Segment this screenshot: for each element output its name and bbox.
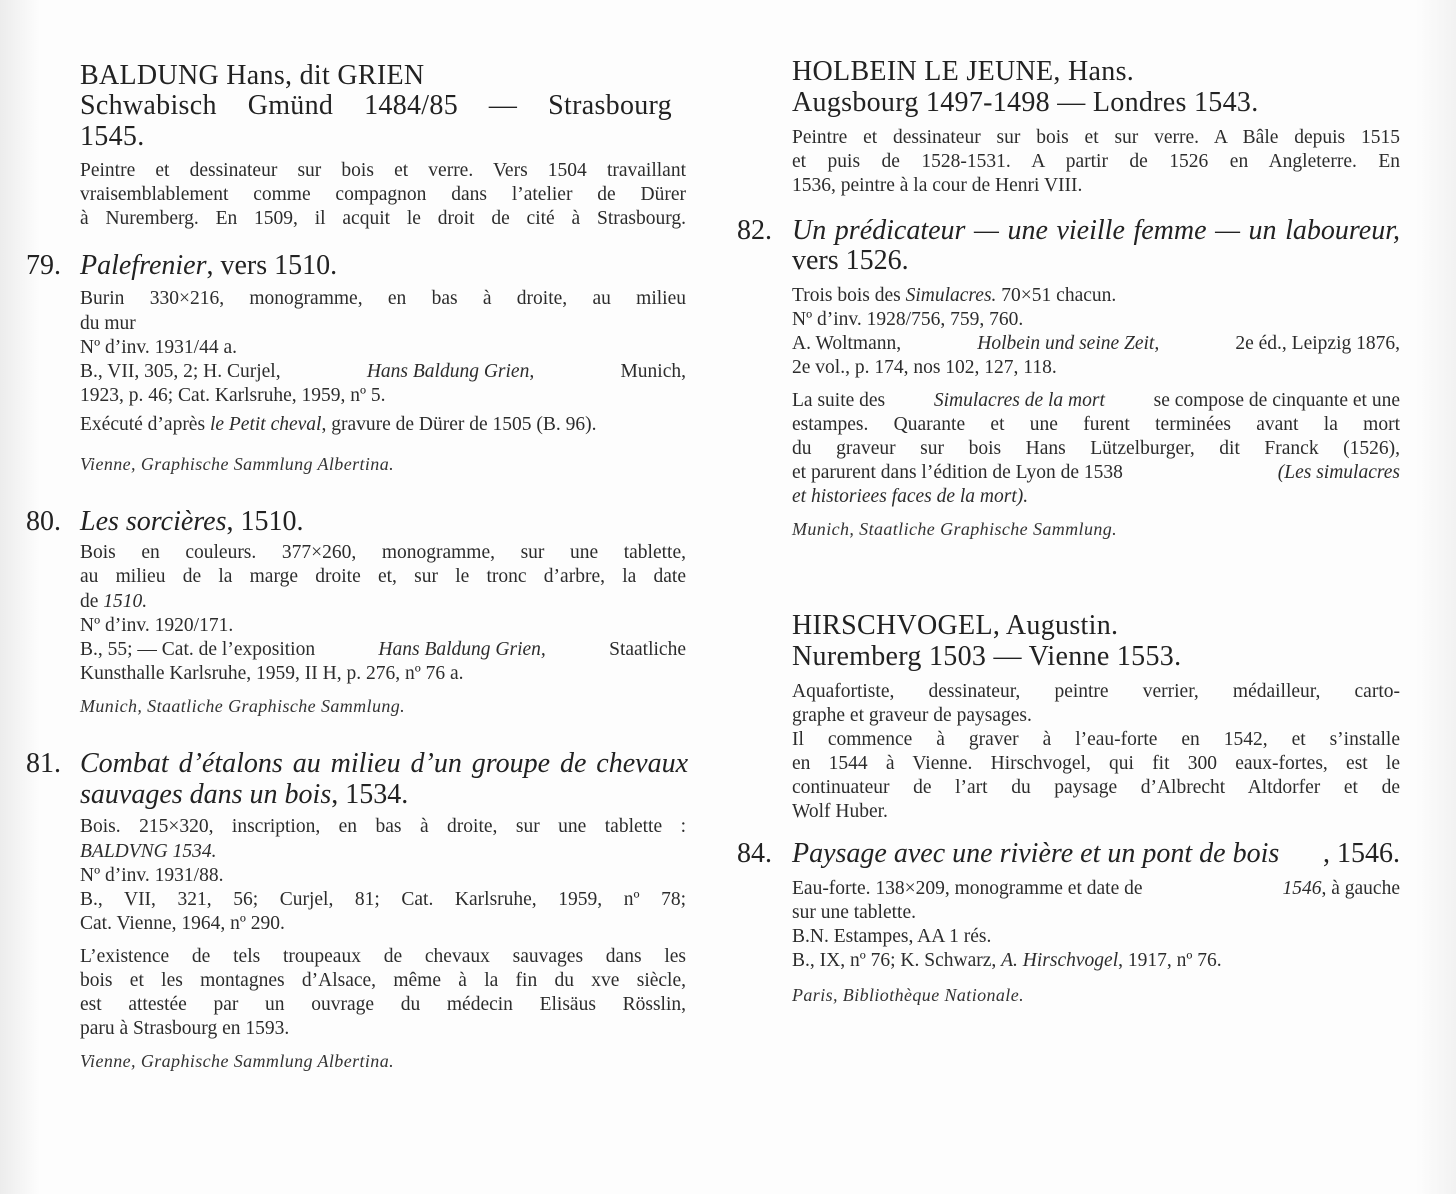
artist-name-baldung: BALDUNG Hans, dit GRIEN (80, 60, 425, 91)
note-text: Exécuté d’après (80, 414, 206, 435)
entry-desc-line (792, 878, 1400, 900)
desc-text: Eau-forte. 138×209, monogramme et date de (792, 878, 1143, 899)
inscription-text: BALDVNG 1534. (80, 841, 217, 862)
artist-bio-line: Il commence à graver à l’eau-forte en 1542, et s’installe (792, 729, 1400, 750)
entry-desc-line: au milieu de la marge droite et, sur le tronc d’arbre, la date (80, 566, 686, 587)
desc-title: Simulacres. (905, 285, 997, 306)
entry-number: 81. (26, 748, 61, 779)
entry-number: 79. (26, 250, 61, 281)
entry-title (792, 838, 1400, 870)
entry-desc-line: Burin 330×216, monogramme, en bas à droite, au milieu (80, 288, 686, 309)
artist-bio-line: et puis de 1528-1531. A partir de 1526 en Angleterre. En (792, 151, 1400, 172)
ref-text: A. Woltmann, (792, 333, 902, 354)
ref-title: A. Hirschvogel (1001, 950, 1119, 971)
entry-location: Paris, Bibliothèque Nationale. (792, 985, 1024, 1005)
ref-title: Hans Baldung Grien, (366, 361, 535, 382)
entry-number: 80. (26, 506, 61, 537)
ref-text: B., 55; — Cat. de l’exposition (80, 639, 316, 660)
desc-text: 70×51 chacun. (1001, 285, 1117, 306)
entry-reference (80, 361, 686, 383)
ref-text: Staatliche (609, 639, 686, 660)
artist-bio-line: à Nuremberg. En 1509, il acquit le droit de cité à Strasbourg. (80, 208, 686, 229)
entry-location: Vienne, Graphische Sammlung Albertina. (80, 1051, 394, 1071)
entry-inventory: Nº d’inv. 1920/171. (80, 615, 234, 636)
desc-text: de (80, 591, 99, 612)
desc-text: Trois bois des (792, 285, 901, 306)
artist-name-holbein: HOLBEIN LE JEUNE, Hans. (792, 56, 1135, 87)
entry-title (792, 215, 1400, 247)
entry-title-italic: Les sorcières (80, 506, 227, 537)
entry-title-italic: Palefrenier (80, 250, 207, 281)
word: — (488, 90, 518, 121)
entry-title-italic: sauvages dans un bois (80, 779, 332, 810)
artist-name-hirschvogel: HIRSCHVOGEL, Augustin. (792, 610, 1119, 641)
ref-text: B., IX, nº 76; K. Schwarz, (792, 950, 997, 971)
entry-title (80, 779, 408, 811)
entry-title-italic: Un prédicateur — une vieille femme — un laboureur, (792, 215, 1400, 246)
entry-reference (792, 950, 1222, 972)
entry-number: 84. (737, 838, 772, 869)
word: Strasbourg (548, 90, 672, 121)
note-text: , gravure de Dürer de 1505 (B. 96). (321, 414, 597, 435)
entry-inventory: Nº d’inv. 1931/88. (80, 865, 224, 886)
ref-title: Holbein und seine Zeit, (977, 333, 1160, 354)
entry-location: Munich, Staatliche Graphische Sammlung. (80, 696, 406, 716)
entry-location: Vienne, Graphische Sammlung Albertina. (80, 454, 394, 474)
entry-note-line: L’existence de tels troupeaux de chevaux sauvages dans les (80, 946, 686, 967)
entry-reference (80, 639, 686, 661)
desc-text: , à gauche (1321, 878, 1400, 899)
entry-desc-line: Bois. 215×320, inscription, en bas à droite, sur une tablette : (80, 816, 686, 837)
artist-life-baldung (80, 90, 672, 122)
entry-note (80, 414, 597, 436)
entry-reference: B., VII, 321, 56; Curjel, 81; Cat. Karlsruhe, 1959, nº 78; (80, 889, 686, 910)
page-edge-shadow-right (1416, 0, 1456, 1194)
entry-note-line: du graveur sur bois Hans Lützelburger, dit Franck (1526), (792, 438, 1400, 459)
entry-note-line: bois et les montagnes d’Alsace, même à la fin du xve siècle, (80, 970, 686, 991)
entry-note-line: est attestée par un ouvrage du médecin Elisäus Rösslin, (80, 994, 686, 1015)
artist-bio-line: graphe et graveur de paysages. (792, 705, 1032, 726)
note-title: le Petit cheval (209, 414, 322, 435)
entry-note-line: paru à Strasbourg en 1593. (80, 1018, 290, 1039)
entry-title (80, 748, 688, 780)
note-title: (Les simulacres (1277, 462, 1400, 483)
entry-reference (792, 333, 1400, 355)
desc-date-group (1283, 878, 1401, 900)
artist-bio-line: continuateur de l’art du paysage d’Albrecht Altdorfer et de (792, 777, 1400, 798)
artist-life-baldung-2: 1545. (80, 121, 145, 152)
note-text: et parurent dans l’édition de Lyon de 1538 (792, 462, 1123, 483)
entry-note-line (792, 486, 1028, 508)
entry-inventory: Nº d’inv. 1928/756, 759, 760. (792, 309, 1024, 330)
entry-title-italic: Paysage avec une rivière et un pont de bois (792, 838, 1280, 869)
word: 1484/85 (364, 90, 458, 121)
ref-text: Munich, (620, 361, 686, 382)
artist-life-holbein: Augsbourg 1497-1498 — Londres 1543. (792, 87, 1259, 118)
entry-inventory: Nº d’inv. 1931/44 a. (80, 337, 237, 358)
ref-text: 2e éd., Leipzig 1876, (1235, 333, 1400, 354)
entry-desc-line: du mur (80, 313, 136, 334)
artist-bio-line: Peintre et dessinateur sur bois et sur verre. A Bâle depuis 1515 (792, 127, 1400, 148)
note-title: et historiees faces de la mort). (792, 486, 1029, 507)
entry-title-date: , 1510. (226, 506, 304, 537)
entry-title-date: , vers 1510. (206, 250, 338, 281)
desc-date: 1510. (103, 591, 148, 612)
artist-bio-line: Aquafortiste, dessinateur, peintre verrier, médailleur, carto- (792, 681, 1400, 702)
word: Schwabisch (80, 90, 217, 121)
entry-desc-line (792, 285, 1116, 307)
entry-title-date: , 1534. (331, 779, 409, 810)
artist-bio-line: vraisemblablement comme compagnon dans l’atelier de Dürer (80, 184, 686, 205)
entry-note-line (792, 462, 1400, 484)
entry-reference: Kunsthalle Karlsruhe, 1959, II H, p. 276, nº 76 a. (80, 663, 464, 684)
entry-desc-line: Bois en couleurs. 377×260, monogramme, sur une tablette, (80, 542, 686, 563)
page-edge-shadow-left (0, 0, 40, 1194)
entry-desc-line: sur une tablette. (792, 902, 916, 923)
artist-bio-line: 1536, peintre à la cour de Henri VIII. (792, 175, 1083, 196)
entry-desc-line (80, 591, 147, 613)
entry-reference: 1923, p. 46; Cat. Karlsruhe, 1959, nº 5. (80, 385, 386, 406)
artist-bio-line: en 1544 à Vienne. Hirschvogel, qui fit 300 eaux-fortes, est le (792, 753, 1400, 774)
entry-note-line: estampes. Quarante et une furent terminées avant la mort (792, 414, 1400, 435)
artist-bio-line: Peintre et dessinateur sur bois et verre. Vers 1504 travaillant (80, 160, 686, 181)
entry-location: Munich, Staatliche Graphische Sammlung. (792, 519, 1118, 539)
desc-date: 1546 (1282, 878, 1322, 899)
artist-life-hirschvogel: Nuremberg 1503 — Vienne 1553. (792, 641, 1182, 672)
entry-holding: B.N. Estampes, AA 1 rés. (792, 926, 992, 947)
note-text: se compose de cinquante et une (1153, 390, 1400, 411)
artist-bio-line: Wolf Huber. (792, 801, 888, 822)
entry-title: vers 1526. (792, 245, 909, 276)
entry-reference: Cat. Vienne, 1964, nº 290. (80, 913, 285, 934)
entry-title (80, 506, 303, 538)
ref-title: Hans Baldung Grien, (378, 639, 546, 660)
entry-title-italic: Combat d’étalons au milieu d’un groupe de chevaux (80, 748, 688, 779)
entry-title (80, 250, 337, 282)
note-title: Simulacres de la mort (933, 390, 1105, 411)
entry-title-date: , 1546. (1323, 838, 1400, 869)
entry-note-line (792, 390, 1400, 412)
note-text: La suite des (792, 390, 886, 411)
entry-inscription (80, 841, 217, 863)
ref-text: , 1917, nº 76. (1118, 950, 1222, 971)
ref-text: B., VII, 305, 2; H. Curjel, (80, 361, 281, 382)
word: Gmünd (247, 90, 334, 121)
entry-reference: 2e vol., p. 174, nos 102, 127, 118. (792, 357, 1057, 378)
entry-number: 82. (737, 215, 772, 246)
